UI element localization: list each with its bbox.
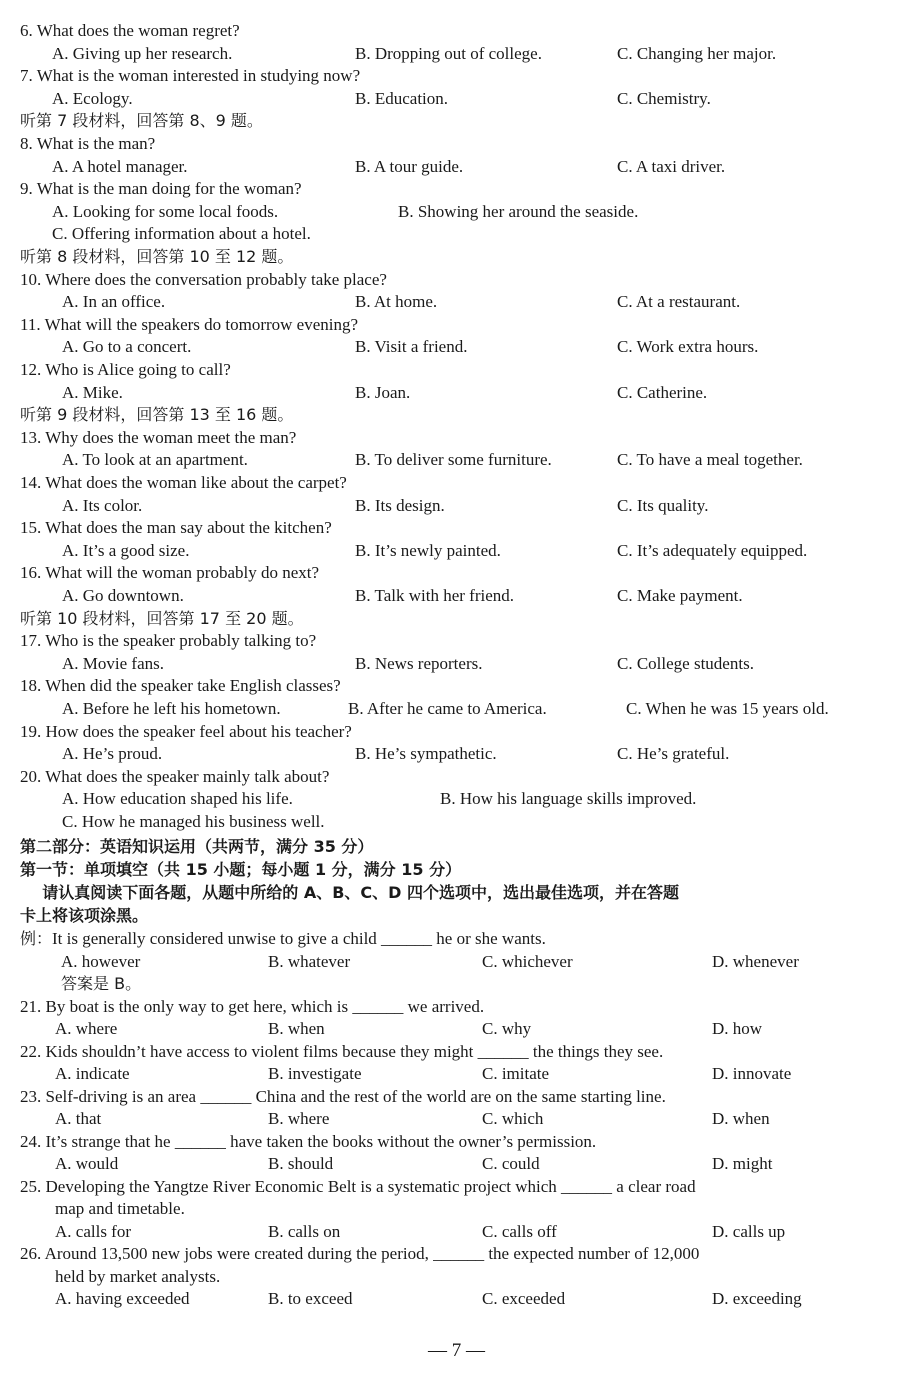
question-stem: Who is the speaker probably talking to? — [45, 631, 317, 651]
option-a: A. Looking for some local foods. — [52, 201, 279, 221]
option-a: A. How education shaped his life. — [62, 789, 293, 809]
question-stem: How does the speaker feel about his teacher? — [45, 721, 352, 741]
example-option: A. however — [61, 951, 141, 971]
option-b: B. where — [268, 1109, 330, 1128]
option-d: D. exceeding — [712, 1289, 802, 1308]
option-a: A. calls for — [55, 1221, 132, 1241]
option-c: C. why — [482, 1019, 532, 1038]
question-number: 20 — [20, 766, 37, 786]
question-number: 11 — [20, 314, 37, 334]
question-dot: . — [37, 269, 46, 289]
question-dot: . — [37, 518, 46, 538]
question-text — [20, 1131, 596, 1153]
question-continuation — [55, 1198, 185, 1220]
question-number: 24 — [20, 1131, 37, 1151]
question-text — [20, 630, 316, 652]
option-c: C. He’s grateful. — [617, 744, 730, 764]
question-number: 21 — [20, 996, 37, 1016]
question-number: 9 — [20, 179, 29, 199]
option-b: B. At home. — [355, 292, 438, 312]
question-stem: What does the man say about the kitchen? — [45, 518, 332, 538]
question-number: 8 — [20, 134, 29, 153]
option-a: A. having exceeded — [55, 1289, 190, 1308]
question-number: 17 — [20, 631, 37, 651]
section-instruction: 听第 9 段材料，回答第 13 至 16 题。 — [20, 405, 294, 425]
option-b: B. to exceed — [268, 1289, 353, 1308]
option-a: A. Go to a concert. — [62, 337, 192, 357]
section-title: 第一节：单项填空（共 15 小题；每小题 1 分，满分 15 分） — [20, 860, 462, 879]
option-a: A. would — [55, 1154, 119, 1173]
question-dot: . — [37, 1176, 46, 1196]
option-c: C. Work extra hours. — [617, 337, 759, 357]
option-b: B. News reporters. — [355, 653, 483, 673]
option-b: B. Showing her around the seaside. — [398, 201, 639, 221]
option-b: B. Visit a friend. — [355, 337, 468, 357]
option-a: A. In an office. — [62, 292, 166, 312]
question-dot: . — [28, 66, 37, 86]
question-stem: Developing the Yangtze River Economic Belt is a systematic project which ______ a clear road — [45, 1176, 696, 1196]
question-number: 23 — [20, 1086, 37, 1106]
question-number: 12 — [20, 360, 37, 379]
question-stem: What will the woman probably do next? — [45, 563, 320, 583]
question-text — [20, 1086, 666, 1108]
question-number: 7 — [20, 66, 29, 86]
section-instruction: 听第 7 段材料，回答第 8、9 题。 — [20, 111, 263, 131]
option-c: C. A taxi driver. — [617, 156, 726, 176]
option-c: C. calls off — [482, 1221, 557, 1241]
option-b: B. Joan. — [355, 382, 411, 402]
option-d: D. might — [712, 1154, 773, 1173]
page-number: — 7 — — [428, 1340, 485, 1361]
question-stem: Self-driving is an area ______ China and the rest of the world are on the same starting line. — [45, 1086, 666, 1106]
question-dot: . — [37, 721, 46, 741]
option-c: C. Changing her major. — [617, 43, 777, 63]
example-answer: 答案是 B。 — [61, 974, 142, 993]
option-a: A. To look at an apartment. — [62, 450, 248, 470]
option-d: D. how — [712, 1019, 763, 1038]
option-b: B. Talk with her friend. — [355, 586, 515, 605]
option-c: C. Offering information about a hotel. — [52, 224, 311, 244]
question-text — [20, 675, 341, 697]
question-text — [20, 1243, 699, 1265]
option-c: C. could — [482, 1154, 540, 1173]
question-text — [20, 269, 387, 291]
question-number: 14 — [20, 473, 37, 492]
option-a: A. where — [55, 1019, 118, 1038]
example-option: B. whatever — [268, 951, 351, 971]
question-text — [20, 472, 347, 494]
option-b: B. He’s sympathetic. — [355, 744, 497, 764]
question-text — [20, 314, 358, 336]
option-b: B. Dropping out of college. — [355, 43, 542, 63]
question-stem: By boat is the only way to get here, which is ______ we arrived. — [45, 996, 485, 1016]
question-stem: map and timetable. — [55, 1199, 185, 1218]
question-text — [20, 1041, 663, 1063]
option-b: B. It’s newly painted. — [355, 540, 501, 560]
option-d: D. when — [712, 1109, 770, 1128]
option-a: A. Mike. — [62, 382, 123, 402]
option-b: B. calls on — [268, 1221, 341, 1241]
question-stem: What will the speakers do tomorrow evening? — [44, 314, 359, 334]
section-instruction: 听第 10 段材料，回答第 17 至 20 题。 — [20, 608, 304, 628]
option-b: B. when — [268, 1019, 325, 1038]
option-a: A. indicate — [55, 1064, 130, 1083]
question-stem: What is the man doing for the woman? — [36, 179, 302, 199]
question-number: 22 — [20, 1041, 37, 1061]
question-dot: . — [36, 314, 45, 334]
question-text — [20, 65, 360, 87]
question-stem: When did the speaker take English classes? — [45, 676, 341, 696]
question-stem: Who is Alice going to call? — [45, 360, 231, 379]
question-stem: What is the man? — [36, 134, 156, 153]
example-question — [20, 928, 546, 950]
option-a: A. that — [55, 1109, 102, 1128]
question-dot: . — [37, 473, 46, 492]
option-b: B. Education. — [355, 88, 449, 108]
option-c: C. imitate — [482, 1064, 550, 1083]
question-number: 26 — [20, 1244, 37, 1263]
question-stem: Around 13,500 new jobs were created during the period, ______ the expected number of 12,000 — [44, 1244, 700, 1263]
option-a: A. Go downtown. — [62, 586, 184, 605]
question-stem: Kids shouldn’t have access to violent films because they might ______ the things they see. — [45, 1041, 664, 1061]
option-a: A. It’s a good size. — [62, 540, 190, 560]
question-stem: It’s strange that he ______ have taken the books without the owner’s permission. — [45, 1131, 597, 1151]
question-number: 15 — [20, 518, 37, 538]
question-dot: . — [28, 134, 37, 153]
option-c: C. College students. — [617, 653, 754, 673]
question-continuation — [55, 1266, 220, 1288]
option-d: D. calls up — [712, 1221, 786, 1241]
example-option: C. whichever — [482, 951, 573, 971]
option-b: B. To deliver some furniture. — [355, 450, 552, 470]
option-c: C. To have a meal together. — [617, 450, 803, 470]
question-text — [20, 359, 231, 381]
option-b: B. should — [268, 1154, 334, 1173]
question-stem: Where does the conversation probably take place? — [45, 269, 387, 289]
option-b: B. How his language skills improved. — [440, 789, 697, 809]
option-c: C. which — [482, 1109, 544, 1128]
option-c: C. When he was 15 years old. — [626, 699, 829, 718]
question-text — [20, 133, 155, 155]
option-a: A. Its color. — [62, 495, 143, 515]
question-dot: . — [37, 563, 46, 583]
instruction: 请认真阅读下面各题，从题中所给的 A、B、C、D 四个选项中，选出最佳选项，并在答题 — [20, 883, 680, 902]
option-c: C. Catherine. — [617, 382, 708, 402]
question-dot: . — [37, 1244, 45, 1263]
question-text — [20, 996, 484, 1018]
option-c: C. How he managed his business well. — [62, 812, 325, 831]
question-number: 10 — [20, 269, 37, 289]
question-dot: . — [37, 427, 46, 447]
question-number: 6 — [20, 21, 29, 40]
question-dot: . — [37, 1086, 46, 1106]
question-dot: . — [37, 360, 46, 379]
option-d: D. innovate — [712, 1064, 792, 1083]
option-c: C. It’s adequately equipped. — [617, 540, 808, 560]
option-c: C. exceeded — [482, 1289, 566, 1308]
option-c: C. At a restaurant. — [617, 292, 741, 312]
question-dot: . — [37, 676, 46, 696]
question-dot: . — [37, 996, 46, 1016]
question-text — [20, 721, 352, 743]
question-text — [20, 517, 332, 539]
question-text — [20, 427, 296, 449]
option-c: C. Its quality. — [617, 495, 709, 515]
question-text — [20, 20, 240, 42]
question-number: 18 — [20, 676, 37, 696]
example-label: 例： — [20, 929, 53, 948]
question-text — [20, 178, 302, 200]
question-number: 19 — [20, 721, 37, 741]
question-dot: . — [37, 1041, 46, 1061]
part-title: 第二部分：英语知识运用（共两节，满分 35 分） — [20, 837, 374, 856]
question-dot: . — [28, 21, 37, 40]
option-c: C. Make payment. — [617, 586, 743, 605]
option-a: A. He’s proud. — [62, 744, 163, 764]
question-stem: What does the woman like about the carpet? — [45, 473, 347, 492]
example-stem: It is generally considered unwise to give a child ______ he or she wants. — [52, 929, 546, 948]
instruction: 卡上将该项涂黑。 — [20, 906, 149, 925]
question-number: 13 — [20, 427, 37, 447]
question-dot: . — [28, 179, 37, 199]
question-dot: . — [37, 1131, 46, 1151]
option-b: B. Its design. — [355, 495, 445, 515]
question-number: 25 — [20, 1176, 37, 1196]
question-stem: held by market analysts. — [55, 1266, 221, 1286]
option-a: A. Movie fans. — [62, 653, 164, 673]
question-number: 16 — [20, 563, 37, 583]
option-b: B. A tour guide. — [355, 156, 464, 176]
example-option: D. whenever — [712, 951, 799, 971]
option-a: A. Giving up her research. — [52, 43, 233, 63]
question-dot: . — [37, 631, 46, 651]
option-b: B. After he came to America. — [348, 699, 547, 718]
option-b: B. investigate — [268, 1064, 362, 1083]
section-instruction: 听第 8 段材料，回答第 10 至 12 题。 — [20, 247, 294, 266]
question-dot: . — [37, 766, 46, 786]
question-text — [20, 562, 319, 584]
option-c: C. Chemistry. — [617, 88, 711, 108]
question-stem: Why does the woman meet the man? — [45, 427, 297, 447]
question-stem: What does the woman regret? — [36, 21, 240, 40]
question-text — [20, 766, 329, 788]
question-text — [20, 1176, 696, 1198]
question-stem: What is the woman interested in studying now? — [36, 66, 361, 86]
question-stem: What does the speaker mainly talk about? — [45, 766, 330, 786]
option-a: A. A hotel manager. — [52, 156, 188, 176]
option-a: A. Ecology. — [52, 88, 133, 108]
option-a: A. Before he left his hometown. — [62, 699, 281, 718]
